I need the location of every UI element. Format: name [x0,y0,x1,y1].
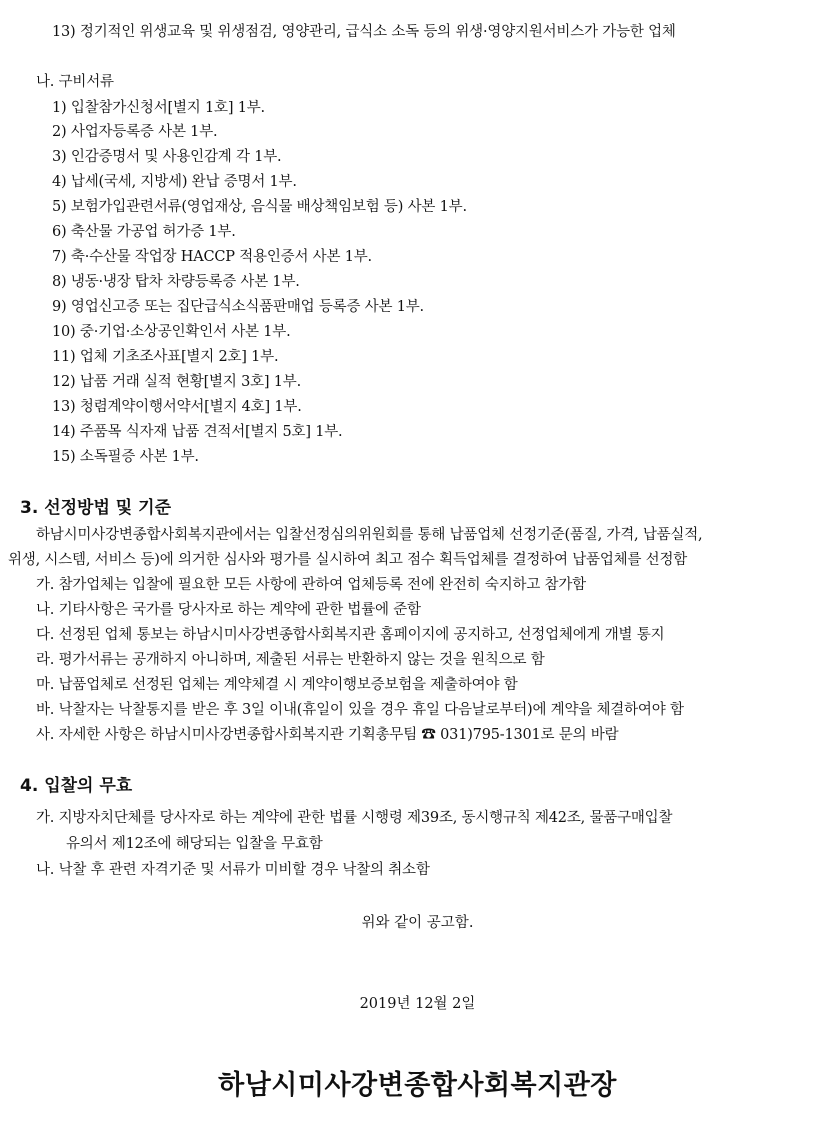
section3-item: 사. 자세한 사항은 하남시미사강변종합사회복지관 기획총무팀 ☎ 031)795-1301로 문의 바람 [36,727,619,743]
section3-intro-line2: 위생, 시스템, 서비스 등)에 의거한 심사와 평가를 실시하여 최고 점수 획득업체를 결정하여 납품업체를 선정함 [8,552,688,568]
document-item: 13) 청렴계약이행서약서[별지 4호] 1부. [52,399,302,415]
section4-item2: 나. 낙찰 후 관련 자격기준 및 서류가 미비할 경우 낙찰의 취소함 [36,862,430,878]
closing-statement: 위와 같이 공고함. [361,915,474,931]
document-item: 11) 업체 기초조사표[별지 2호] 1부. [52,349,279,365]
section3-item: 마. 납품업체로 선정된 업체는 계약체결 시 계약이행보증보험을 제출하여야 함 [36,677,518,693]
section3-item: 가. 참가업체는 입찰에 필요한 모든 사항에 관하여 업체등록 전에 완전히 숙지하고 참가함 [36,577,586,593]
document-item: 9) 영업신고증 또는 집단급식소식품판매업 등록증 사본 1부. [52,299,424,315]
document-item: 3) 인감증명서 및 사용인감계 각 1부. [52,149,282,165]
section4-item1-line2: 유의서 제12조에 해당되는 입찰을 무효함 [66,836,323,852]
document-item: 15) 소독필증 사본 1부. [52,449,199,465]
signer-title: 하남시미사강변종합사회복지관장 [218,1070,617,1101]
document-item: 12) 납품 거래 실적 현황[별지 3호] 1부. [52,374,302,390]
document-item: 5) 보험가입관련서류(영업재상, 음식물 배상책임보험 등) 사본 1부. [52,199,467,215]
documents-title: 나. 구비서류 [36,74,114,90]
section3-item: 나. 기타사항은 국가를 당사자로 하는 계약에 관한 법률에 준함 [36,602,421,618]
section3-item: 바. 낙찰자는 낙찰통지를 받은 후 3일 이내(휴일이 있을 경우 휴일 다음날로부터)에 계약을 체결하여야 함 [36,702,684,718]
document-item: 8) 냉동·냉장 탑차 차량등록증 사본 1부. [52,274,300,290]
document-item: 6) 축산물 가공업 허가증 1부. [52,224,236,240]
section3-intro-line1: 하남시미사강변종합사회복지관에서는 입찰선정심의위원회를 통해 납품업체 선정기준(품질, 가격, 납품실적, [36,527,703,543]
document-item: 1) 입찰참가신청서[별지 1호] 1부. [52,100,265,116]
document-item: 7) 축·수산물 작업장 HACCP 적용인증서 사본 1부. [52,249,372,265]
section4-item1-line1: 가. 지방자치단체를 당사자로 하는 계약에 관한 법률 시행령 제39조, 동시행규칙 제42조, 물품구매입찰 [36,810,673,826]
section3-item: 다. 선정된 업체 통보는 하남시미사강변종합사회복지관 홈페이지에 공지하고, 선정업체에게 개별 통지 [36,627,665,643]
section4-heading: 4. 입찰의 무효 [20,776,133,796]
document-item: 4) 납세(국세, 지방세) 완납 증명서 1부. [52,174,297,190]
document-item: 14) 주품목 식자재 납품 견적서[별지 5호] 1부. [52,424,343,440]
qualification-item-13: 13) 정기적인 위생교육 및 위생점검, 영양관리, 급식소 소독 등의 위생·영양지원서비스가 가능한 업체 [52,24,676,40]
section3-heading: 3. 선정방법 및 기준 [20,498,171,518]
section3-item: 라. 평가서류는 공개하지 아니하며, 제출된 서류는 반환하지 않는 것을 원칙으로 함 [36,652,545,668]
document-item: 10) 중·기업·소상공인확인서 사본 1부. [52,324,291,340]
notice-date: 2019년 12월 2일 [359,996,476,1012]
document-item: 2) 사업자등록증 사본 1부. [52,124,218,140]
